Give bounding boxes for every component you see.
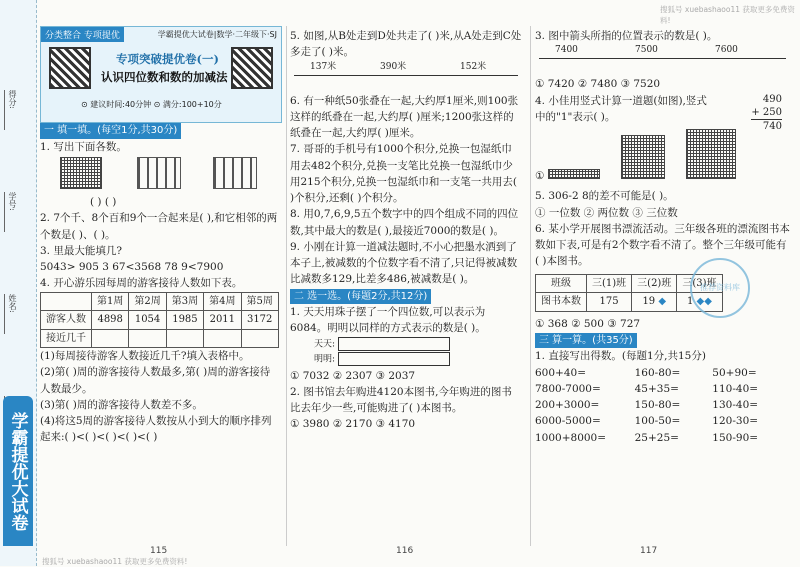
choice-4-options[interactable] [535,125,790,188]
distance-label: 137米 [310,61,337,72]
question-1: 1. 写出下面各数。 [40,140,127,153]
table-row [41,311,279,330]
q1-answer-blanks: ( ) ( ) [90,196,117,209]
rod-figure [548,169,600,179]
table-cell: 三(3)班 [677,274,722,293]
calc-item[interactable]: 45+35= [634,382,679,395]
question-3: 3. 里最大能填几? [40,244,122,257]
column-1 [40,122,280,446]
bead-label: 天天: [314,339,336,350]
qr-code-left [49,47,91,89]
header-title: 专项突破提优卷(一) [116,52,219,66]
page-number: 115 [150,546,168,556]
calc-item[interactable]: 100-50= [634,415,681,428]
vertical-calc [751,93,782,133]
name-field: 姓名: [4,294,18,334]
calc-item[interactable]: 130-40= [712,399,759,412]
calc-item[interactable]: 50+90= [712,366,757,379]
calc-item[interactable]: 160-80= [634,366,681,379]
choice-1: 1. 天天用珠子摆了一个四位数,可以表示为6084。明明以同样的方式表示的数是( )。 [290,306,486,335]
q1-figures [40,155,280,194]
question-4-2: (2)第( )周的游客接待人数最多,第( )周的游客接待人数最少。 [40,366,271,395]
calc-row [535,430,790,446]
table-cell: 第2周 [129,292,166,311]
table-cell: 三(2)班 [632,274,677,293]
tick-label: 7500 [635,45,658,56]
column-2 [290,28,522,433]
distance-label: 152米 [460,61,487,72]
watermark-top: 搜狐号 xuebashaoo11 获取更多免费资料! [660,5,795,25]
choice-2-options[interactable]: ① 3980 ② 2170 ③ 4170 [290,418,416,431]
table-cell: 第4周 [204,292,241,311]
question-4: 4. 开心游乐园每周的游客接待人数如下表。 [40,277,243,290]
table-cell: 第3周 [166,292,203,311]
calc-row [535,365,790,381]
choice-2: 2. 图书馆去年购进4120本图书,今年购进的图书比去年少一些,可能购进了( )本图书。 [290,385,512,415]
section-fill-in: 一 填一填。(每空1分,共30分) [40,123,181,139]
calc-item[interactable]: 150-80= [634,399,681,412]
question-8: 8. 用0,7,6,9,5五个数字中的四个组成不同的四位数,其中最大的数是( ),最接近7000的数是( )。 [290,208,519,237]
calc-item[interactable]: 25+25= [634,431,679,444]
calc-line: 490 [762,93,782,105]
table-cell[interactable] [129,329,166,348]
question-4-4: (4)将这5周的游客接待人数按从小到大的顺序排列起来:( )<( )<( )<( )<( ) [40,415,272,444]
column-divider [286,26,287,546]
table-cell: 4898 [92,311,129,330]
table-row [41,292,279,311]
choice-6: 6. 某小学开展图书漂流活动。三年级各班的漂流图书本数如下表,可是有2个数字看不清了。整个三年级可能有( )本图书。 [535,222,790,268]
table-cell: 图书本数 [536,293,587,312]
choice-4-block [535,93,790,132]
calc-row [535,413,790,429]
table-cell: 2011 [204,311,241,330]
calc-item[interactable]: 120-30= [712,415,759,428]
column-divider [530,26,531,546]
section-choose: 二 选一选。(每题2分,共12分) [290,289,431,305]
table-cell: 三(1)班 [587,274,632,293]
diamond-icon: ◆ [658,296,667,308]
tick-label: 7600 [715,45,738,56]
calc-item[interactable]: 6000-5000= [535,415,601,428]
table-cell [41,292,92,311]
calc-item[interactable]: 200+3000= [535,399,600,412]
bead-figure [290,337,522,368]
cube-figure [686,129,736,179]
table-cell: 接近几千 [41,329,92,348]
choice-1-options[interactable]: ① 7032 ② 2307 ③ 2037 [290,369,416,382]
header-meta: ⊙ 建议时间:40分钟 ⊙ 满分:100+10分 [81,100,222,109]
section-calculate: 三 算一算。(共35分) [535,333,637,349]
left-sidebar [0,0,37,566]
calc-instruction: 1. 直接写出得数。(每题1分,共15分) [535,350,706,363]
choice-6-options[interactable]: ① 368 ② 500 ③ 727 [535,317,641,330]
option-label: ① [535,170,548,183]
block-figure [60,157,102,189]
library-stamp: 推荐资料库 [690,258,750,318]
question-5: 5. 如图,从B处走到D处共走了( )米,从A处走到C处多走了( )米。 [290,30,522,59]
number-axis [539,58,786,59]
calc-row [535,381,790,397]
table-cell: 1985 [166,311,203,330]
exam-header [40,26,282,123]
table-cell [632,293,677,312]
table-cell: 3172 [241,311,278,330]
id-field: 学号: [4,192,18,232]
abacus-figure [137,157,181,189]
brand-banner: 学霸提优大试卷 [3,396,33,546]
table-cell[interactable] [92,329,129,348]
calc-row [535,397,790,413]
header-series: 学霸提优大试卷|数学·二年级下·SJ [157,30,277,39]
calc-line: + 250 [751,106,782,118]
flat-figure [621,135,665,179]
score-field: 得分: [4,90,18,130]
choice-3: 3. 图中箭头所指的位置表示的数是( )。 [535,30,718,42]
watermark-bottom: 搜狐号 xuebashaoo11 获取更多免费资料! [42,557,188,566]
calc-item[interactable]: 1000+8000= [535,431,607,444]
question-4-3: (3)第( )周的游客接待人数差不多。 [40,398,203,411]
calc-item[interactable]: 7800-7000= [535,382,601,395]
bead-label: 明明: [314,354,336,365]
bead-frame [338,352,450,366]
table-cell: 游客人数 [41,311,92,330]
tick-label: 7400 [555,45,578,56]
table-cell[interactable] [166,329,203,348]
header-subtitle: 认识四位数和数的加减法 [101,70,228,84]
calc-grid [535,365,790,446]
distance-line [290,63,522,89]
choice-5: 5. 306-2 8的差不可能是( )。 [535,190,674,203]
choice-3-options[interactable]: ① 7420 ② 7480 ③ 7520 [535,78,661,91]
visitor-table [40,292,279,349]
abacus-figure [213,157,257,189]
distance-axis [294,75,518,76]
calc-line: 740 [751,119,782,133]
distance-label: 390米 [380,61,407,72]
question-6: 6. 有一种纸50张叠在一起,大约厚1厘米,则100张这样的纸叠在一起,大约厚( )厘米;1200张这样的纸叠在一起,大约厚( )厘米。 [290,94,519,140]
choice-4: 4. 小佳用竖式计算一道题(如图),竖式中的"1"表示( )。 [535,94,707,123]
choice-5-options[interactable]: ① 一位数 ② 两位数 ③ 三位数 [535,206,678,219]
table-row [41,329,279,348]
calc-item[interactable]: 600+40= [535,366,586,379]
question-2: 2. 7个千、8个百和9个一合起来是( ),和它相邻的两个数是( )、( )。 [40,212,278,241]
calc-item[interactable]: 110-40= [712,382,759,395]
table-cell: 1054 [129,311,166,330]
bead-frame [338,337,450,351]
page-number: 117 [640,546,658,556]
table-cell: 175 [587,293,632,312]
question-7: 7. 哥哥的手机号有1000个积分,兑换一包湿纸巾用去482个积分,兑换一支笔比兑换一包湿纸巾少用215个积分,兑换一包湿纸巾和一支笔一共用去( )个积分,还剩( )个积分。 [290,143,517,205]
diamond-icon: ◆◆ [696,296,712,308]
question-4-1: (1)每周接待游客人数接近几千?填入表格中。 [40,350,250,363]
table-cell: 第5周 [241,292,278,311]
header-tag: 分类整合 专项提优 [41,27,124,42]
table-cell: 班级 [536,274,587,293]
qr-code-right [231,47,273,89]
question-3-row: 5043> 905 3 67<3568 78 9<7900 [40,261,224,274]
table-cell[interactable] [241,329,278,348]
table-cell: 第1周 [92,292,129,311]
column-3 [535,28,790,446]
number-line [535,46,790,72]
page-number: 116 [396,546,414,556]
cell-value: 1 [686,296,694,308]
question-9: 9. 小刚在计算一道减法题时,不小心把墨水洒到了本子上,被减数的个位数字看不清了,只记得被减数比减数多129,比差多486,被减数是( )。 [290,240,518,286]
cell-value: 19 [642,296,656,308]
calc-item[interactable]: 150-90= [712,431,759,444]
table-cell[interactable] [204,329,241,348]
